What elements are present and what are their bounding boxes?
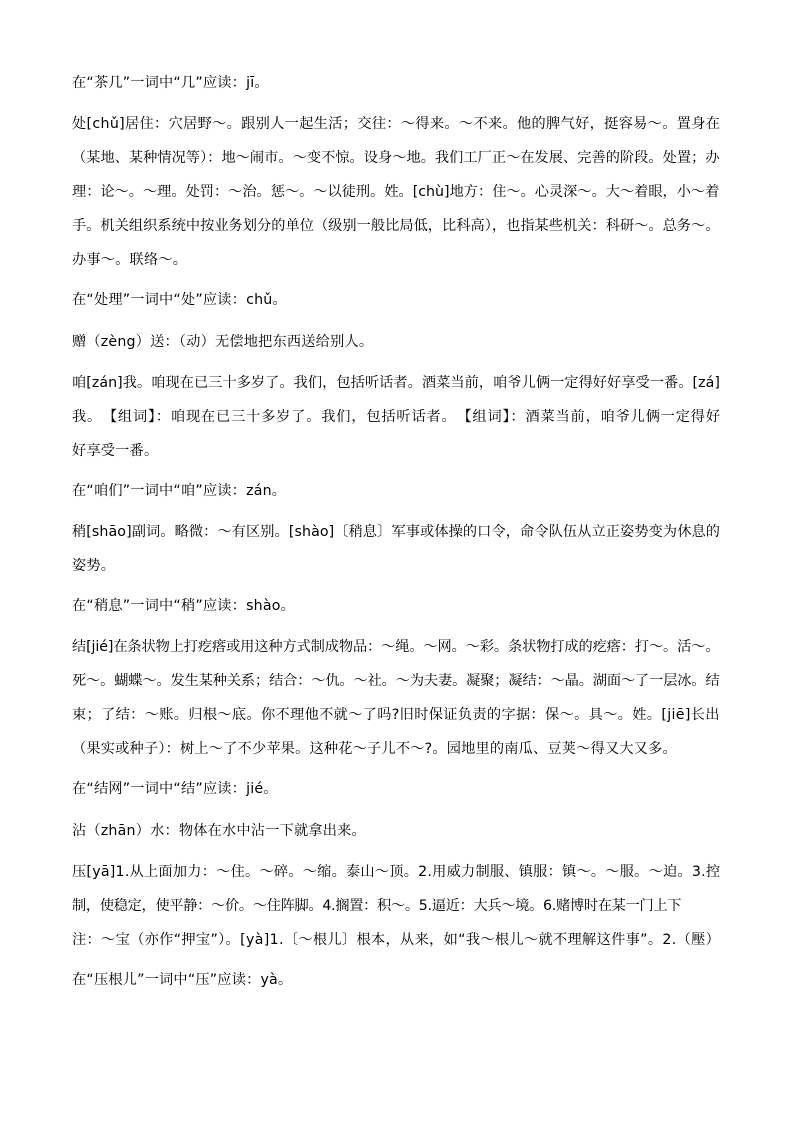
text-line: 制，使稳定，使平静：～价。～住阵脚。4.搁置：积～。5.逼近：大兵～境。6.赌博时在某一门上下 <box>72 898 682 914</box>
text-line: 在“茶几”一词中“几”应读：jī。 <box>72 75 269 91</box>
text-line: 稍[shāo]副词。略微：～有区别。[shào]〔稍息〕军事或体操的口令，命令队伍从立正姿势变为休息的 <box>72 524 721 540</box>
text-line: 赠（zèng）送：（动）无偿地把东西送给别人。 <box>72 334 374 350</box>
text-line: 手。机关组织系统中按业务划分的单位（级别一般比局低，比科高），也指某些机关：科研～。总务～。 <box>72 218 720 234</box>
text-line: 在“压根儿”一词中“压”应读：yà。 <box>72 972 293 988</box>
text-line: 咱[zán]我。咱现在已三十多岁了。我们，包括听话者。酒菜当前，咱爷儿俩一定得好好享受一番。[zá] <box>72 375 720 391</box>
text-line: 死～。蝴蝶～。发生某种关系；结合：～仇。～社。～为夫妻。凝聚；凝结：～晶。湖面～了一层冰。结 <box>72 673 720 689</box>
text-line: 结[jié]在条状物上打疙瘩或用这种方式制成物品：～绳。～网。～彩。条状物打成的疙瘩：打～。活～。 <box>72 639 720 655</box>
text-line: 在“处理”一词中“处”应读：chǔ。 <box>72 292 287 308</box>
text-line: 处[chǔ]居住：穴居野～。跟别人一起生活；交往：～得来。～不来。他的脾气好，挺容易～。置身在 <box>72 116 721 132</box>
text-line: （某地、某种情况等）：地～闹市。～变不惊。设身～地。我们工厂正～在发展、完善的阶段。处置；办 <box>72 150 720 166</box>
text-line: 在“结网”一词中“结”应读：jié。 <box>72 781 278 797</box>
text-line: 我。 【组词】：咱现在已三十多岁了。我们，包括听话者。 【组词】：酒菜当前，咱爷儿俩一定得好 <box>72 409 721 425</box>
text-line: （果实或种子）：树上～了不少苹果。这种花～子儿不～?。园地里的南瓜、豆荚～得又大又多。 <box>72 741 677 757</box>
text-line: 束；了结：～账。归根～底。你不理他不就～了吗?旧时保证负责的字据：保～。具～。姓。[jiē]长出 <box>72 707 720 723</box>
text-line: 沾（zhān）水：物体在水中沾一下就拿出来。 <box>72 823 366 839</box>
text-line: 在“稍息”一词中“稍”应读：shào。 <box>72 598 296 614</box>
text-line: 理：论～。～理。处罚：～治。惩～。～以徒刑。姓。[chù]地方：住～。心灵深～。大～着眼，小～着 <box>72 184 720 200</box>
text-line: 姿势。 <box>72 558 116 574</box>
text-line: 办事～。联络～。 <box>72 252 188 268</box>
text-line: 注：～宝（亦作“押宝”）。[yà]1.〔～根儿〕根本，从来，如“我～根儿～就不理解这件事”。2.（壓） <box>72 932 721 948</box>
text-line: 压[yā]1.从上面加力：～住。～碎。～缩。泰山～顶。2.用威力制服、镇服：镇～。～服。～迫。3.控 <box>72 864 721 880</box>
text-line: 在“咱们”一词中“咱”应读：zán。 <box>72 483 287 499</box>
text-line: 好享受一番。 <box>72 443 159 459</box>
